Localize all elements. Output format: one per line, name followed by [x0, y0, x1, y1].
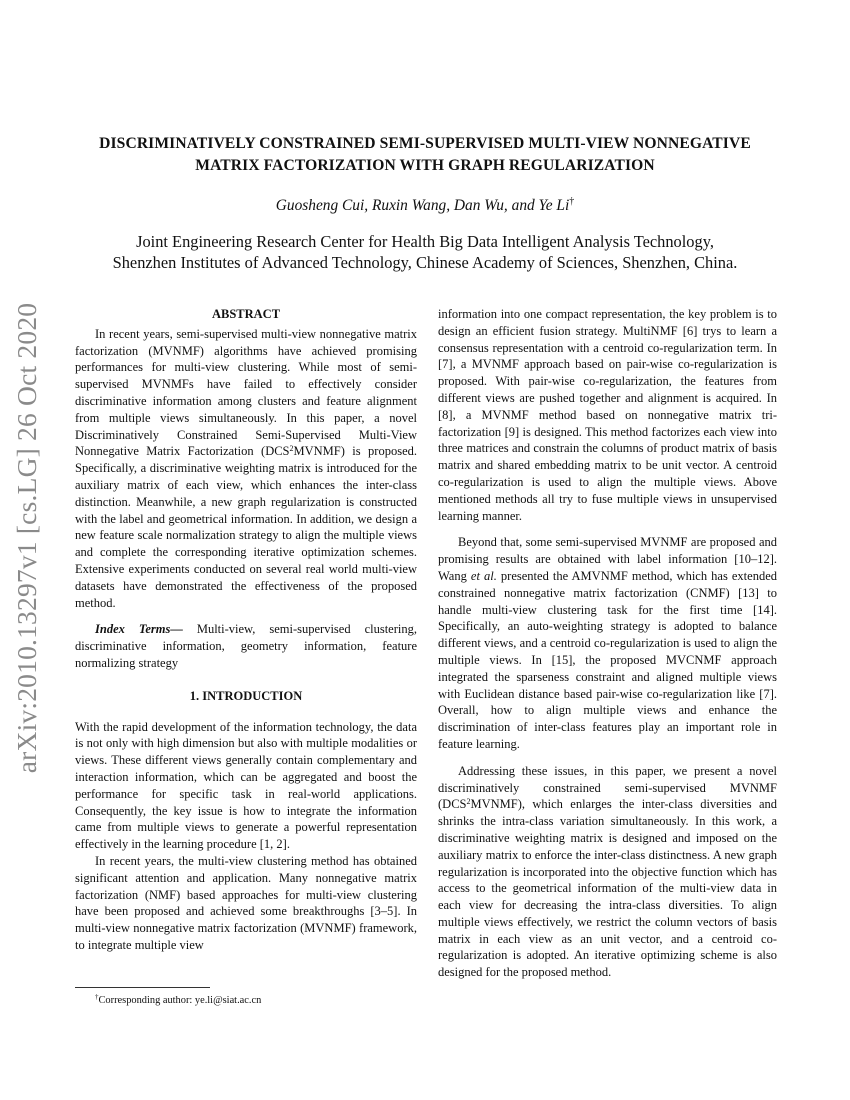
intro-p5-part-2: MVNMF), which enlarges the inter-class diversities and shrinks the intra-class variation simultaneously. In this work, a discriminative weighting matrix is designed and imposed on the auxiliary matrix to enforce the inter-class distinctness. A new graph regularization is incorporated into the objective function which has access to the geometrical information of the multi-view data in each view for decreasing the intra-class diversities. To align multiple views effectively, we restrict the column vectors of basis matrix in each view as an unit vector, and a centroid co-regularization is adopted. An iterative optimizing scheme is also designed for the proposed method.: [438, 797, 777, 980]
intro-p4-part-1: Beyond that, some semi-supervised MVNMF are proposed and promising results are obtained with label information [10–12]. Wang: [438, 535, 777, 583]
title-line-1: DISCRIMINATIVELY CONSTRAINED SEMI-SUPERVISED MULTI-VIEW NONNEGATIVE: [99, 135, 751, 152]
arxiv-identifier-stamp: [6, 296, 48, 780]
author-list: [60, 192, 790, 216]
arxiv-identifier-text: arXiv:2010.13297v1 [cs.LG] 26 Oct 2020: [11, 302, 42, 774]
intro-paragraph-3: information into one compact representation, the key problem is to design an efficient fusion strategy. MultiNMF [6] trys to learn a consensus representation with a centroid co-regularization term. In [7], a MVNMF approach based on pair-wise co-regularization is proposed. With pair-wise co-regularization, the features from different views are pushed together and alignment is acquired. In [8], a MVNMF method based on nonnegative matrix tri-factorization [9] is designed. This method factorizes each view into three matrices and constrain the columns of product matrix of basis matrix and shared embedding matrix to be unit vector. A centroid co-regularization is used to align the multiple views. Above mentioned methods all try to fuse multiple views in unsupervised learning manner.: [438, 307, 777, 523]
corresponding-author-mark: †: [569, 196, 575, 207]
footnote: [95, 991, 261, 1007]
abstract-text-part-1: In recent years, semi-supervised multi-view nonnegative matrix factorization (MVNMF) algorithms have achieved promising performances for multi-view clustering. While most of semi-supervised MVNMFs have failed to effectively consider discriminative information among clusters and feature alignment from multiple views simultaneously. In this paper, a novel Discriminatively Constrained Semi-Supervised Multi-View Nonnegative Matrix Factorization (DCS: [75, 326, 417, 459]
right-column: [438, 306, 777, 981]
abstract-paragraph: [75, 326, 417, 612]
intro-p5-part-1: Addressing these issues, in this paper, we present a novel discriminatively constrained semi-supervised MVNMF (DCS: [438, 763, 777, 812]
paper-title: [60, 133, 790, 177]
index-terms: [75, 621, 417, 671]
author-names: Guosheng Cui, Ruxin Wang, Dan Wu, and Ye Li: [275, 197, 570, 214]
left-column: [75, 306, 417, 954]
abstract-heading: ABSTRACT: [211, 307, 281, 321]
index-terms-text: Multi-view, semi-supervised clustering, discriminative information, geometry information, feature normalizing strategy: [75, 622, 417, 670]
intro-p5-superscript: 2: [466, 797, 471, 807]
affiliation-line-2: Shenzhen Institutes of Advanced Technology, Chinese Academy of Sciences, Shenzhen, China.: [112, 253, 738, 272]
intro-paragraph-5: [438, 763, 777, 981]
abstract-superscript: 2: [289, 444, 294, 454]
intro-p4-etal: et al.: [470, 568, 497, 583]
index-terms-label: Index Terms—: [95, 622, 183, 637]
intro-paragraph-2: In recent years, the multi-view clustering method has obtained significant attention and application. Many nonnegative matrix factorization (NMF) based approaches for multi-view clustering have been proposed and achieved some breakthroughs [3–5]. In multi-view nonnegative matrix factorization (MVNMF) framework, to integrate multiple view: [75, 853, 417, 952]
footnote-mark: †: [95, 993, 99, 1001]
affiliation: [60, 231, 790, 273]
abstract-text-part-2: MVNMF) is proposed. Specifically, a discriminative weighting matrix is introduced for the auxiliary matrix of each view, which enhances the inter-class distinction. Meanwhile, a new graph regularization is constructed with the label and geometrical information. In addition, we design a new feature scale normalization strategy to align the multiple views and complete the corresponding iterative optimization schemes. Extensive experiments conducted on several real world multi-view datasets have demonstrated the effectiveness of the proposed method.: [75, 444, 417, 610]
introduction-heading: 1. INTRODUCTION: [189, 688, 303, 703]
intro-p4-part-2: presented the AMVNMF method, which has extended constrained nonnegative matrix factorization (CNMF) [13] to handle multi-view clustering task for the first time [14]. Specifically, an auto-weighting strategy is adopted to balance different views, and a centroid co-regularization is used to align the multiple views. In [15], the proposed MVCNMF approach integrated the sparseness constraint and aligned multiple views with Euclidean distance based pair-wise co-regularization like [7]. Overall, how to align multiple views and enhance the discrimination of inter-class features play an important role in feature learning.: [438, 568, 777, 751]
title-line-2: MATRIX FACTORIZATION WITH GRAPH REGULARIZATION: [195, 157, 655, 174]
intro-paragraph-4: [438, 534, 777, 752]
intro-paragraph-1: With the rapid development of the information technology, the data is not only with high dimension but also with multiple modalities or views. These different views generally contain complementary and interaction information, which can be aggregated and boost the performance for specific task in real-world applications. Consequently, the key issue is how to integrate the information came from multiple views to generate a powerful representation effectively in the learning procedure [1, 2].: [75, 719, 417, 852]
affiliation-line-1: Joint Engineering Research Center for Health Big Data Intelligent Analysis Technology,: [136, 232, 714, 251]
footnote-divider: [75, 987, 210, 988]
footnote-text: Corresponding author: ye.li@siat.ac.cn: [98, 995, 262, 1006]
